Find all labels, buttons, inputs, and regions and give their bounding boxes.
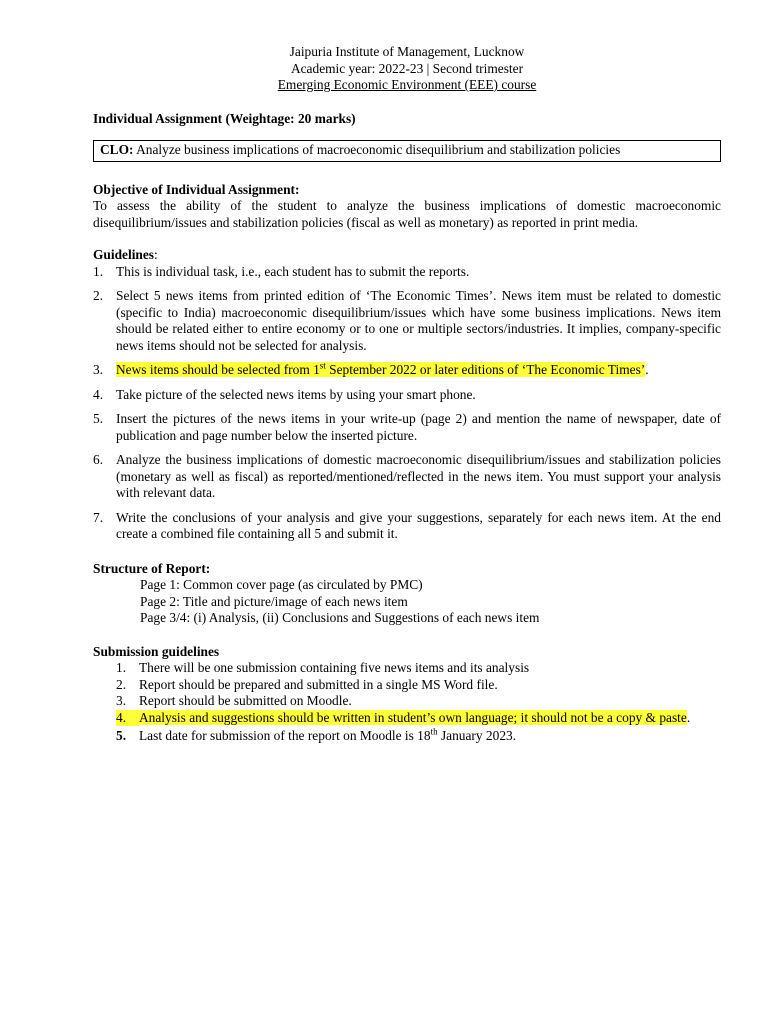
- submission-text: There will be one submission containing five news items and its analysis: [139, 660, 530, 675]
- guideline-num: 7.: [93, 509, 104, 525]
- ordinal-suffix: th: [430, 726, 438, 737]
- guideline-text: Select 5 news items from printed edition of ‘The Economic Times’. News item must be related to domestic (specific to India) macroeconomic disequilibrium/issues which have some business implications. News item should be related either to entire economy or to one or multiple sectors/industries. It implies, company-specific news items should not be selected for analysis.: [116, 288, 721, 353]
- ordinal-suffix: st: [319, 360, 326, 371]
- submission-heading: Submission guidelines: [93, 643, 220, 659]
- structure-line: Page 2: Title and picture/image of each news item: [140, 593, 408, 609]
- submission-text: Report should be prepared and submitted in a single MS Word file.: [139, 676, 498, 692]
- structure-line: Page 1: Common cover page (as circulated by PMC): [140, 577, 423, 592]
- guideline-text: Analyze the business implications of domestic macroeconomic disequilibrium/issues and stabilization policies (monetary as well as fiscal) as reported/mentioned/reflected in the news item. You must support your analysis with relevant data.: [116, 452, 721, 500]
- guideline-text: This is individual task, i.e., each student has to submit the reports.: [116, 263, 470, 279]
- submission-num: 5.: [116, 728, 127, 743]
- submission-text: [139, 710, 721, 727]
- submission-num: 4.: [116, 710, 139, 727]
- guidelines-list: [93, 264, 721, 543]
- submission-item: [116, 728, 721, 745]
- submission-item: [116, 677, 721, 694]
- submission-item: [116, 660, 721, 677]
- guideline-item: [93, 387, 721, 404]
- guideline-num: 1.: [93, 263, 104, 279]
- submission-item: [116, 710, 721, 727]
- structure-heading: Structure of Report:: [93, 560, 211, 576]
- submission-text: Report should be submitted on Moodle.: [139, 693, 352, 708]
- submission-list: [116, 660, 721, 745]
- guidelines-heading-colon: :: [154, 247, 158, 262]
- clo-box: [93, 140, 721, 162]
- guideline-tail: .: [645, 362, 649, 377]
- submission-tail: .: [686, 709, 691, 725]
- guideline-num: 5.: [93, 411, 104, 426]
- assignment-title: Individual Assignment (Weightage: 20 marks): [93, 110, 356, 126]
- guideline-item: [93, 411, 721, 444]
- clo-text: Analyze business implications of macroeconomic disequilibrium and stabilization policies: [133, 142, 621, 157]
- highlighted-text: [116, 362, 645, 377]
- guidelines-heading-text: Guidelines: [93, 247, 155, 262]
- guideline-num: 3.: [93, 362, 104, 377]
- guideline-item: [93, 288, 721, 354]
- structure-line: Page 3/4: (i) Analysis, (ii) Conclusions and Suggestions of each news item: [140, 610, 540, 625]
- submission-num: 3.: [116, 693, 127, 708]
- clo-label: CLO:: [100, 142, 134, 157]
- submission-part2: January 2023.: [437, 728, 517, 743]
- submission-part1: Last date for submission of the report on Moodle is 18: [139, 728, 431, 743]
- institute-name: Jaipuria Institute of Management, Lucknow: [289, 44, 525, 59]
- guideline-num: 2.: [93, 288, 104, 303]
- submission-text: [139, 728, 721, 745]
- submission-num: 1.: [116, 660, 127, 675]
- guideline-part1: News items should be selected from 1: [116, 362, 320, 377]
- guideline-item: [93, 452, 721, 502]
- guideline-text: [116, 362, 721, 379]
- guideline-num: 4.: [93, 386, 104, 402]
- submission-num: 2.: [116, 676, 127, 692]
- academic-year: Academic year: 2022-23 | Second trimester: [290, 60, 524, 76]
- guideline-item: [93, 264, 721, 281]
- submission-item: [116, 693, 721, 710]
- highlighted-text: Analysis and suggestions should be written in student’s own language; it should not be a copy & paste: [139, 709, 687, 725]
- guideline-text: Insert the pictures of the news items in your write-up (page 2) and mention the name of newspaper, date of publication and page number below the inserted picture.: [116, 411, 721, 443]
- objective-heading: Objective of Individual Assignment:: [93, 181, 300, 197]
- guideline-text: Write the conclusions of your analysis and give your suggestions, separately for each news item. At the end create a combined file containing all 5 and submit it.: [116, 509, 721, 541]
- objective-text: To assess the ability of the student to analyze the business implications of domestic macroeconomic disequilibrium/issues and stabilization policies (fiscal as well as monetary) as reported in print media.: [93, 198, 721, 230]
- guideline-item: [93, 510, 721, 543]
- guideline-item: [93, 362, 721, 379]
- guideline-text: Take picture of the selected news items by using your smart phone.: [116, 386, 476, 402]
- course-name: Emerging Economic Environment (EEE) course: [277, 77, 537, 92]
- document-page: [93, 44, 721, 745]
- guideline-part2: September 2022 or later editions of ‘The Economic Times’: [325, 362, 646, 377]
- guideline-num: 6.: [93, 452, 104, 467]
- guidelines-heading: [93, 247, 721, 264]
